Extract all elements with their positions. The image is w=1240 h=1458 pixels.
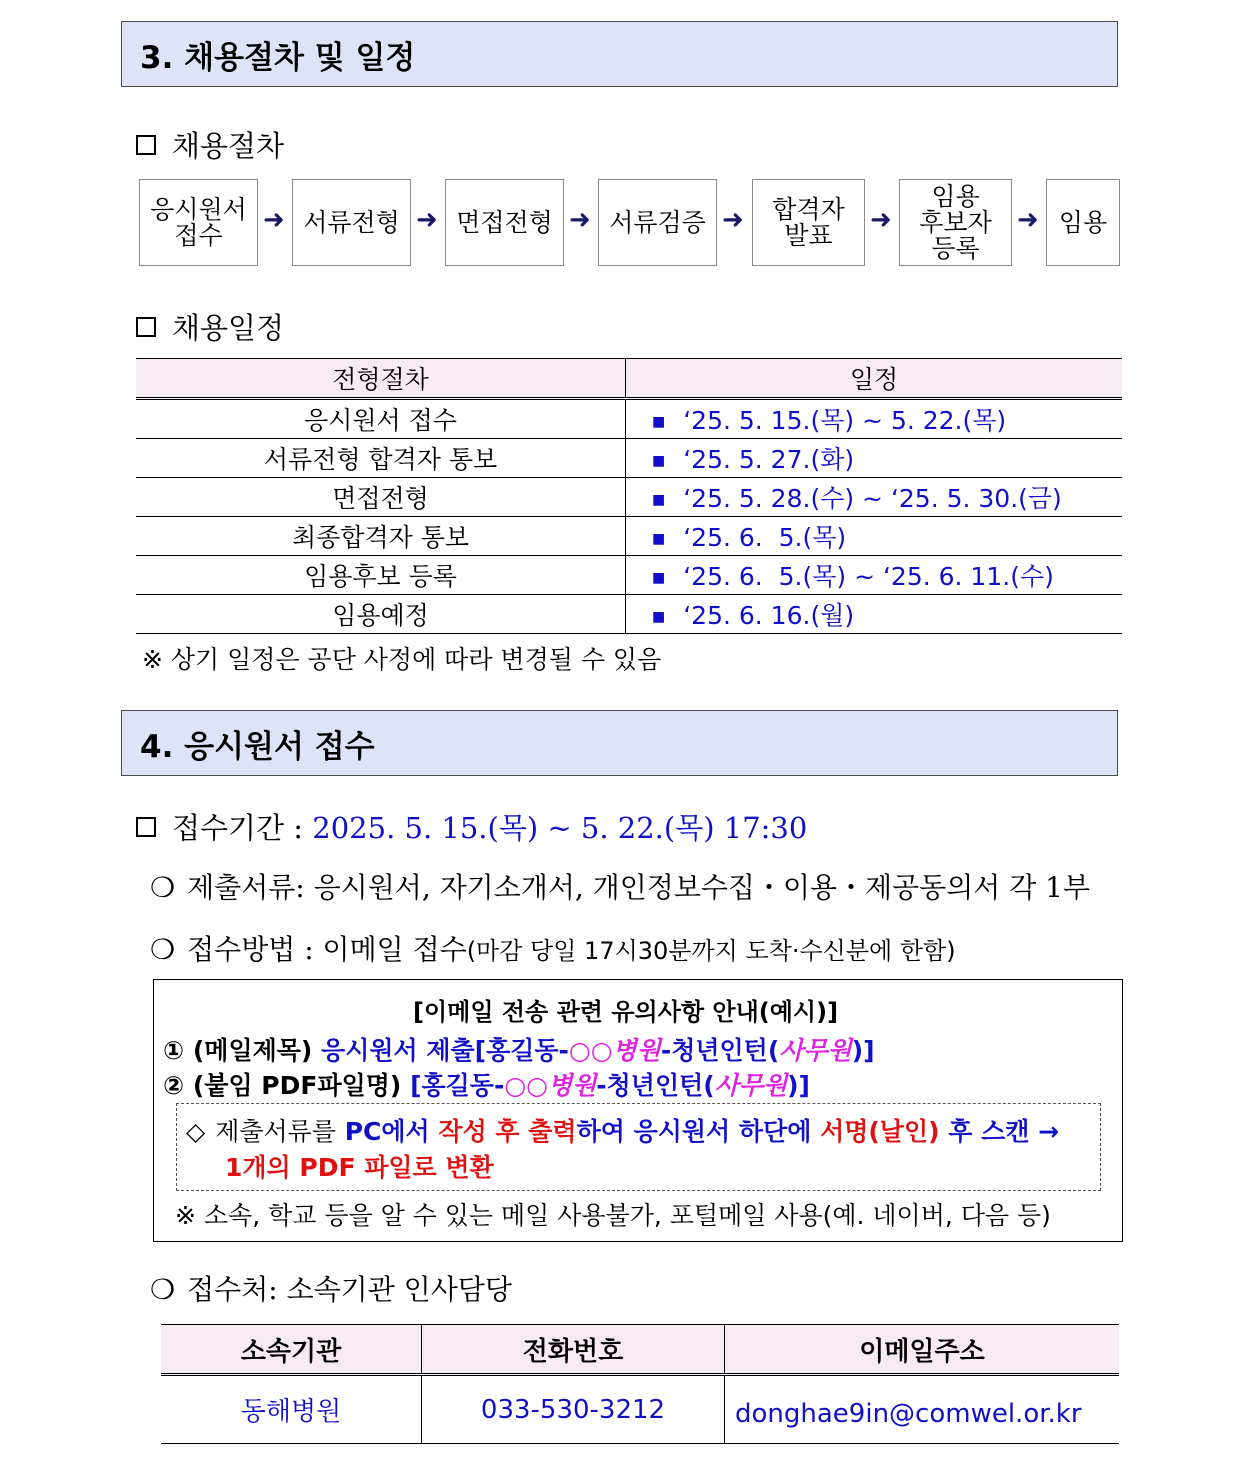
schedule-title: 채용일정	[172, 311, 285, 345]
section-3-title: 3. 채용절차 및 일정	[140, 39, 416, 76]
header-org: 소속기관	[161, 1325, 422, 1375]
table-row	[136, 556, 1122, 595]
procedure-title: 채용절차	[172, 129, 285, 163]
flow-arrow-icon: ➜	[263, 205, 285, 235]
bullet-square-icon: ■	[652, 414, 666, 430]
flow-arrow-icon: ➜	[1017, 205, 1039, 235]
checkbox-square-icon	[136, 317, 156, 337]
table-row	[136, 595, 1122, 634]
section-4-title: 4. 응시원서 접수	[140, 728, 375, 765]
phone-cell: 033-530-3212	[422, 1375, 725, 1444]
bullet-square-icon: ■	[652, 570, 666, 586]
flow-arrow-icon: ➜	[722, 205, 744, 235]
notice-inner-line-1: ◇ 제출서류를 PC에서 작성 후 출력하여 응시원서 하단에 서명(날인) 후 스캔 →	[186, 1117, 1060, 1146]
table-row	[136, 399, 1122, 439]
step-cell: 서류전형 합격자 통보	[136, 439, 626, 478]
notice-footnote: ※ 소속, 학교 등을 알 수 있는 메일 사용불가, 포털메일 사용(예. 네이버, 다음 등)	[175, 1201, 1051, 1230]
recipient-text: 접수처: 소속기관 인사담당	[187, 1273, 512, 1306]
flow-step-5: 합격자 발표	[752, 179, 865, 266]
step-cell: 응시원서 접수	[136, 399, 626, 439]
step-cell: 최종합격자 통보	[136, 517, 626, 556]
recipient-line	[150, 1268, 512, 1308]
table-row	[136, 517, 1122, 556]
procedure-heading	[136, 124, 284, 165]
bullet-square-icon: ■	[652, 609, 666, 625]
circle-bullet-icon: ❍	[150, 871, 176, 904]
documents-line	[150, 866, 1090, 906]
flow-step-7: 임용	[1046, 179, 1120, 266]
flow-step-3: 면접전형	[445, 179, 564, 266]
step-cell: 임용후보 등록	[136, 556, 626, 595]
table-header-row	[136, 359, 1122, 399]
notice-line-2: ② (붙임 PDF파일명) [홍길동-○○병원-청년인턴(사무원)]	[163, 1071, 810, 1100]
date-cell: ■ ‘25. 6. 5.(목) ~ ‘25. 6. 11.(수)	[626, 556, 1123, 595]
table-row	[136, 439, 1122, 478]
flow-arrow-icon: ➜	[870, 205, 892, 235]
method-label: 접수방법 : 이메일 접수	[187, 933, 467, 966]
contact-table	[161, 1324, 1119, 1444]
header-phone: 전화번호	[422, 1325, 725, 1375]
schedule-table	[136, 358, 1122, 634]
table-row	[136, 478, 1122, 517]
flow-step-6: 임용 후보자 등록	[899, 179, 1012, 266]
bullet-square-icon: ■	[652, 492, 666, 508]
diamond-icon: ◇	[186, 1117, 206, 1146]
header-date: 일정	[626, 359, 1123, 399]
flow-arrow-icon: ➜	[416, 205, 438, 235]
notice-inner-line-2: 1개의 PDF 파일로 변환	[225, 1153, 494, 1182]
period-value: 2025. 5. 15.(목) ~ 5. 22.(목) 17:30	[312, 811, 808, 845]
circle-bullet-icon: ❍	[150, 933, 176, 966]
flow-step-1: 응시원서 접수	[139, 179, 258, 266]
schedule-note: ※ 상기 일정은 공단 사정에 따라 변경될 수 있음	[142, 645, 662, 674]
date-cell: ■ ‘25. 6. 5.(목)	[626, 517, 1123, 556]
notice-line-1: ① (메일제목) 응시원서 제출[홍길동-○○병원-청년인턴(사무원)]	[163, 1036, 875, 1065]
checkbox-square-icon	[136, 817, 156, 837]
org-cell: 동해병원	[161, 1375, 422, 1444]
step-cell: 임용예정	[136, 595, 626, 634]
notice-title: [이메일 전송 관련 유의사항 안내(예시)]	[413, 998, 839, 1026]
section-4-header	[121, 710, 1118, 776]
section-3-header	[121, 21, 1118, 87]
date-cell: ■ ‘25. 5. 15.(목) ~ 5. 22.(목)	[626, 399, 1123, 439]
documents-text: 제출서류: 응시원서, 자기소개서, 개인정보수집・이용・제공동의서 각 1부	[187, 871, 1091, 904]
flow-step-2: 서류전형	[292, 179, 411, 266]
date-cell: ■ ‘25. 5. 27.(화)	[626, 439, 1123, 478]
method-line	[150, 928, 956, 968]
header-email: 이메일주소	[725, 1325, 1120, 1375]
email-cell: donghae9in@comwel.or.kr	[725, 1375, 1120, 1444]
method-note: (마감 당일 17시30분까지 도착·수신분에 한함)	[466, 937, 956, 965]
flow-arrow-icon: ➜	[569, 205, 591, 235]
table-header-row	[161, 1325, 1119, 1375]
period-line	[136, 806, 807, 847]
bullet-square-icon: ■	[652, 531, 666, 547]
bullet-square-icon: ■	[652, 453, 666, 469]
date-cell: ■ ‘25. 6. 16.(월)	[626, 595, 1123, 634]
step-cell: 면접전형	[136, 478, 626, 517]
date-cell: ■ ‘25. 5. 28.(수) ~ ‘25. 5. 30.(금)	[626, 478, 1123, 517]
circle-bullet-icon: ❍	[150, 1273, 176, 1306]
header-step: 전형절차	[136, 359, 626, 399]
flow-step-4: 서류검증	[598, 179, 717, 266]
period-label: 접수기간 :	[172, 811, 304, 845]
table-row	[161, 1375, 1119, 1444]
schedule-heading	[136, 306, 284, 347]
checkbox-square-icon	[136, 135, 156, 155]
